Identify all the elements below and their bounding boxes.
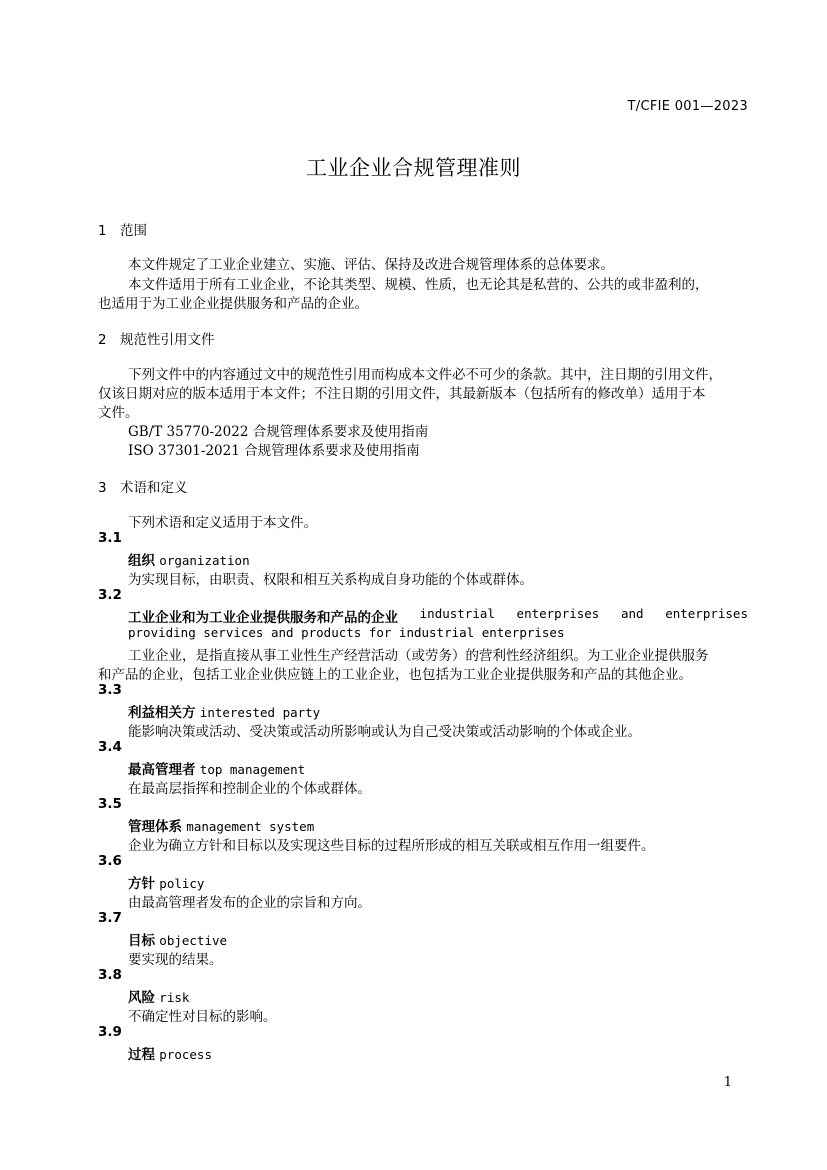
section-1-paragraph-2-line-2: 也适用于为工业企业提供服务和产品的企业。 <box>98 296 368 312</box>
term-title <box>128 549 250 569</box>
term-definition-line-1: 工业企业，是指直接从事工业性生产经营活动（或劳务）的营利性经济组织。为工业企业提供服务 <box>128 648 709 664</box>
term-title <box>128 815 314 835</box>
term-number: 3.1 <box>98 530 122 546</box>
term-english: policy <box>159 876 205 891</box>
section-2-heading <box>98 328 215 348</box>
reference-item: ISO 37301-2021 合规管理体系要求及使用指南 <box>128 443 420 459</box>
term-chinese: 过程 <box>128 1047 155 1063</box>
section-3-heading <box>98 476 188 496</box>
term-chinese: 组织 <box>128 553 155 569</box>
term-definition: 由最高管理者发布的企业的宗旨和方向。 <box>128 895 371 911</box>
section-3-intro: 下列术语和定义适用于本文件。 <box>128 515 317 531</box>
reference-item: GB/T 35770-2022 合规管理体系要求及使用指南 <box>128 424 429 440</box>
term-title <box>128 986 189 1006</box>
term-number: 3.2 <box>98 587 122 603</box>
term-english: top management <box>199 762 306 777</box>
section-1-paragraph-1: 本文件规定了工业企业建立、实施、评估、保持及改进合规管理体系的总体要求。 <box>128 257 614 273</box>
section-number: 1 <box>98 223 107 239</box>
term-chinese: 风险 <box>128 990 155 1006</box>
term-title <box>128 701 320 721</box>
section-2-paragraph-line-2: 仅该日期对应的版本适用于本文件；不注日期的引用文件，其最新版本（包括所有的修改单）适用于本 <box>98 386 706 402</box>
term-definition: 要实现的结果。 <box>128 952 223 968</box>
term-title <box>128 1043 212 1063</box>
term-english-word: industrial <box>419 606 495 621</box>
section-2-paragraph-line-3: 文件。 <box>98 405 139 421</box>
document-code: T/CFIE 001—2023 <box>627 99 748 114</box>
term-english-word: enterprises <box>665 606 748 621</box>
section-number: 2 <box>98 332 107 348</box>
document-title: 工业企业合规管理准则 <box>306 156 521 180</box>
term-definition-line-2: 和产品的企业，包括工业企业供应链上的工业企业，也包括为工业企业提供服务和产品的其他企业。 <box>98 667 692 683</box>
term-title <box>128 872 204 892</box>
section-1-paragraph-2-line-1: 本文件适用于所有工业企业，不论其类型、规模、性质，也无论其是私营的、公共的或非盈利的， <box>128 277 709 293</box>
term-english-word: and <box>620 606 644 621</box>
term-number: 3.9 <box>98 1024 122 1040</box>
term-english: providing services and products for industrial enterprises <box>128 625 565 640</box>
term-number: 3.3 <box>98 682 122 698</box>
term-english: process <box>159 1047 212 1062</box>
term-english-word: enterprises <box>516 606 600 621</box>
term-chinese: 管理体系 <box>128 819 182 835</box>
term-title <box>128 758 305 778</box>
term-definition: 在最高层指挥和控制企业的个体或群体。 <box>128 781 371 797</box>
term-title <box>128 929 227 949</box>
term-number: 3.7 <box>98 910 122 926</box>
term-english: interested party <box>199 705 321 720</box>
section-1-heading <box>98 219 147 239</box>
term-english: organization <box>159 553 250 568</box>
term-english: objective <box>159 933 228 948</box>
term-title-continuation <box>128 625 565 641</box>
section-2-paragraph-line-1: 下列文件中的内容通过文中的规范性引用而构成本文件必不可少的条款。其中，注日期的引用文件， <box>128 367 722 383</box>
term-definition: 不确定性对目标的影响。 <box>128 1009 277 1025</box>
term-chinese: 最高管理者 <box>128 762 196 778</box>
section-number: 3 <box>98 480 107 496</box>
term-english: management system <box>186 819 315 834</box>
term-chinese: 工业企业和为工业企业提供服务和产品的企业 <box>128 610 398 626</box>
term-title <box>128 606 748 626</box>
section-title: 术语和定义 <box>120 480 188 496</box>
term-definition: 企业为确立方针和目标以及实现这些目标的过程所形成的相互关联或相互作用一组要件。 <box>128 838 655 854</box>
term-chinese: 利益相关方 <box>128 705 196 721</box>
section-title: 规范性引用文件 <box>120 332 215 348</box>
section-title: 范围 <box>120 223 147 239</box>
term-number: 3.6 <box>98 853 122 869</box>
term-definition: 能影响决策或活动、受决策或活动所影响或认为自己受决策或活动影响的个体或企业。 <box>128 724 641 740</box>
term-english: risk <box>159 990 190 1005</box>
term-number: 3.5 <box>98 796 122 812</box>
page-number: 1 <box>723 1075 732 1090</box>
term-definition: 为实现目标，由职责、权限和相互关系构成自身功能的个体或群体。 <box>128 572 533 588</box>
term-number: 3.8 <box>98 967 122 983</box>
term-number: 3.4 <box>98 739 122 755</box>
term-chinese: 方针 <box>128 876 155 892</box>
term-chinese: 目标 <box>128 933 155 949</box>
